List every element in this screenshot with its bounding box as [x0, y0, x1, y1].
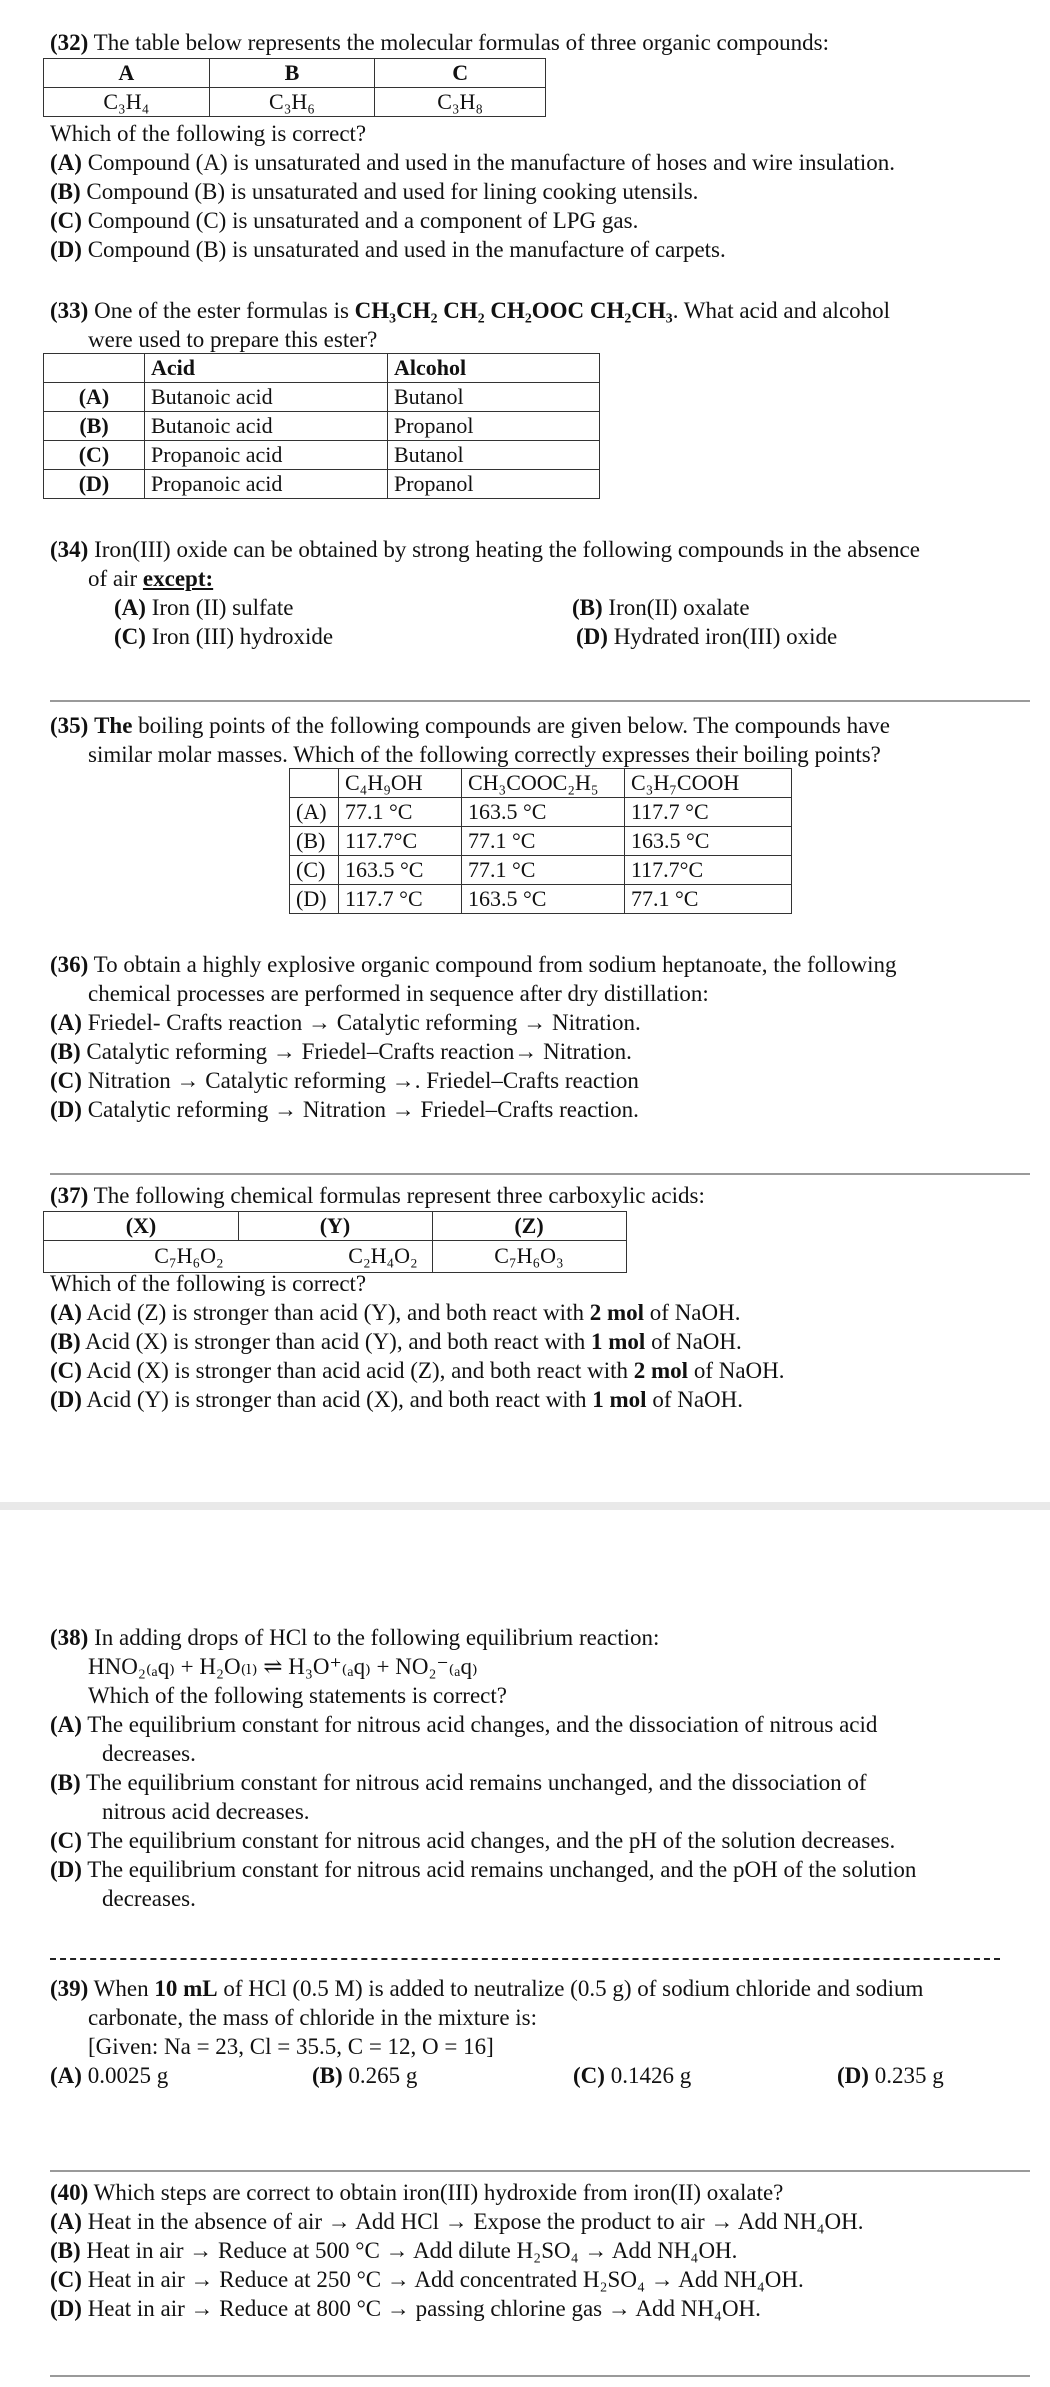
q36-option-a: (A) Friedel- Crafts reaction → Catalytic reforming → Nitration. [50, 1010, 641, 1035]
q33-stem: (33) One of the ester formulas is CH₃CH₂ CH₂ CH₂OOC CH₂CH₃. What acid and alcohol were used to prepare this ester? [50, 298, 891, 352]
q37-option-b: (B) Acid (X) is stronger than acid (Y), and both react with 1 mol of NaOH. [50, 1329, 742, 1354]
q37-options [50, 1298, 785, 1414]
table-row: (B) Butanoic acid Propanol [44, 412, 600, 441]
page-break [0, 1502, 1050, 1510]
q32-header-b: B [209, 59, 375, 88]
q32-cell-a: C₃H₄ [44, 88, 210, 117]
q40-option-b: (B) Heat in air → Reduce at 500 °C → Add dilute H₂SO₄ → Add NH₄OH. [50, 2238, 738, 2263]
table-row: (C) 163.5 °C 77.1 °C 117.7°C [290, 856, 792, 885]
q32-cell-b: C₃H₆ [209, 88, 375, 117]
q38-equation: HNO₂₍ₐq₎ + H₂O₍ₗ₎ ⇌ H₃O⁺₍ₐq₎ + NO₂⁻₍ₐq₎ [88, 1654, 478, 1679]
q32-option-a: (A) Compound (A) is unsaturated and used in the manufacture of hoses and wire insulation. [50, 150, 896, 175]
q33-col-acid: Acid [145, 354, 388, 383]
q35-col-2: CH₃COOC₂H₅ [462, 769, 625, 798]
q39-option-a: (A) 0.0025 g [50, 2063, 169, 2088]
q35-col-1: C₄H₉OH [339, 769, 462, 798]
q34-option-d: (D) Hydrated iron(III) oxide [576, 624, 838, 649]
q32-option-c: (C) Compound (C) is unsaturated and a component of LPG gas. [50, 208, 639, 233]
q32-option-d: (D) Compound (B) is unsaturated and used in the manufacture of carpets. [50, 237, 726, 262]
q40-options [50, 2207, 864, 2323]
q38-option-d: (D) The equilibrium constant for nitrous acid remains unchanged, and the pOH of the solution [50, 1857, 917, 1882]
table-row: (A) 77.1 °C 163.5 °C 117.7 °C [290, 798, 792, 827]
q39-option-b: (B) 0.265 g [312, 2063, 418, 2088]
q37-cell-y: C₂H₄O₂ [348, 1243, 418, 1268]
q37-stem: (37) The following chemical formulas represent three carboxylic acids: [50, 1183, 705, 1208]
q38-option-b: (B) The equilibrium constant for nitrous acid remains unchanged, and the dissociation of [50, 1770, 867, 1795]
q39-option-c: (C) 0.1426 g [573, 2063, 692, 2088]
divider [50, 2375, 1030, 2377]
q33-table [43, 353, 600, 499]
q36-option-d: (D) Catalytic reforming → Nitration → Friedel–Crafts reaction. [50, 1097, 639, 1122]
q36-options [50, 1008, 641, 1124]
q35-stem: (35) The boiling points of the following compounds are given below. The compounds have similar molar masses. Which of the following correctly expresses their boiling points? [50, 713, 891, 767]
q34-stem: (34) Iron(III) oxide can be obtained by strong heating the following compounds in the absence of air except: [50, 537, 920, 591]
q37-option-c: (C) Acid (X) is stronger than acid acid (Z), and both react with 2 mol of NaOH. [50, 1358, 785, 1383]
q37-table [43, 1211, 627, 1273]
q39-given: [Given: Na = 23, Cl = 35.5, C = 12, O = 16] [88, 2034, 494, 2059]
divider [50, 2170, 1030, 2172]
q40-option-a: (A) Heat in the absence of air → Add HCl → Expose the product to air → Add NH₄OH. [50, 2209, 864, 2234]
q36-stem: (36) To obtain a highly explosive organic compound from sodium heptanoate, the following chemical processes are performed in sequence after dry distillation: [50, 952, 897, 1006]
q39-stem: (39) When 10 mL of HCl (0.5 M) is added to neutralize (0.5 g) of sodium chloride and sodium carbonate, the mass of chloride in the mixture is: [Given: Na = 23, Cl = 35.5, C = 12, O = 16] [50, 1974, 1040, 2061]
q38-option-a: (A) The equilibrium constant for nitrous acid changes, and the dissociation of nitrous acid [50, 1712, 878, 1737]
q32-header-a: A [44, 59, 210, 88]
q37-header-y: (Y) [319, 1213, 351, 1238]
divider [50, 700, 1030, 702]
dashed-divider [50, 1958, 1000, 1960]
q37-cell-x: C₇H₆O₂ [154, 1243, 224, 1268]
q38-stem: (38) In adding drops of HCl to the following equilibrium reaction: HNO₂₍ₐq₎ + H₂O₍ₗ₎ ⇌ H₃O⁺₍ₐq₎ + NO₂⁻₍ₐq₎ Which of the following statements is correct? [50, 1625, 660, 1708]
q38-option-c: (C) The equilibrium constant for nitrous acid changes, and the pH of the solution decreases. [50, 1828, 896, 1853]
q37-header-x: (X) [125, 1213, 157, 1238]
q32-header-c: C [375, 59, 546, 88]
table-row: (D) Propanoic acid Propanol [44, 470, 600, 499]
q38-options: (A) The equilibrium constant for nitrous acid changes, and the dissociation of nitrous acid decreases. (B) The equilibrium constant for nitrous acid remains unchanged, and the dissociation of nitrous acid decreases. (C) The equilibrium constant for nitrous acid changes, and the pH of the solution decreases. (D) The equilibrium constant for nitrous acid remains unchanged, and the pOH of the solution decreases. [50, 1710, 1040, 1913]
table-row: (B) 117.7°C 77.1 °C 163.5 °C [290, 827, 792, 856]
q37-option-a: (A) Acid (Z) is stronger than acid (Y), and both react with 2 mol of NaOH. [50, 1300, 741, 1325]
q37-header-z: (Z) [514, 1213, 544, 1238]
q37-cell-z: C₇H₆O₃ [494, 1243, 564, 1268]
q34-option-c: (C) Iron (III) hydroxide [114, 624, 334, 649]
divider [50, 1173, 1030, 1175]
q32-prompt: Which of the following is correct? [50, 121, 367, 146]
table-row: (D) 117.7 °C 163.5 °C 77.1 °C [290, 885, 792, 914]
q32-option-b: (B) Compound (B) is unsaturated and used for lining cooking utensils. [50, 179, 699, 204]
q36-option-c: (C) Nitration → Catalytic reforming →. Friedel–Crafts reaction [50, 1068, 639, 1093]
q36-option-b: (B) Catalytic reforming → Friedel–Crafts reaction→ Nitration. [50, 1039, 632, 1064]
q40-stem: (40) Which steps are correct to obtain iron(III) hydroxide from iron(II) oxalate? [50, 2180, 784, 2205]
q33-col-alcohol: Alcohol [388, 354, 600, 383]
q32-cell-c: C₃H₈ [375, 88, 546, 117]
table-row: (C) Propanoic acid Butanol [44, 441, 600, 470]
q34-option-b: (B) Iron(II) oxalate [572, 595, 750, 620]
q37-option-d: (D) Acid (Y) is stronger than acid (X), and both react with 1 mol of NaOH. [50, 1387, 744, 1412]
q32-table [43, 58, 546, 117]
q40-option-c: (C) Heat in air → Reduce at 250 °C → Add concentrated H₂SO₄ → Add NH₄OH. [50, 2267, 804, 2292]
q35-table [289, 768, 792, 914]
q32-stem: (32) The table below represents the molecular formulas of three organic compounds: [50, 30, 829, 55]
q34-except: except: [142, 566, 214, 591]
q34-option-a: (A) Iron (II) sulfate [114, 595, 294, 620]
q37-prompt: Which of the following is correct? [50, 1271, 367, 1296]
q32-options [50, 148, 895, 264]
q40-option-d: (D) Heat in air → Reduce at 800 °C → passing chlorine gas → Add NH₄OH. [50, 2296, 761, 2321]
q35-col-3: C₃H₇COOH [625, 769, 792, 798]
table-row: (A) Butanoic acid Butanol [44, 383, 600, 412]
q39-option-d: (D) 0.235 g [837, 2063, 944, 2088]
